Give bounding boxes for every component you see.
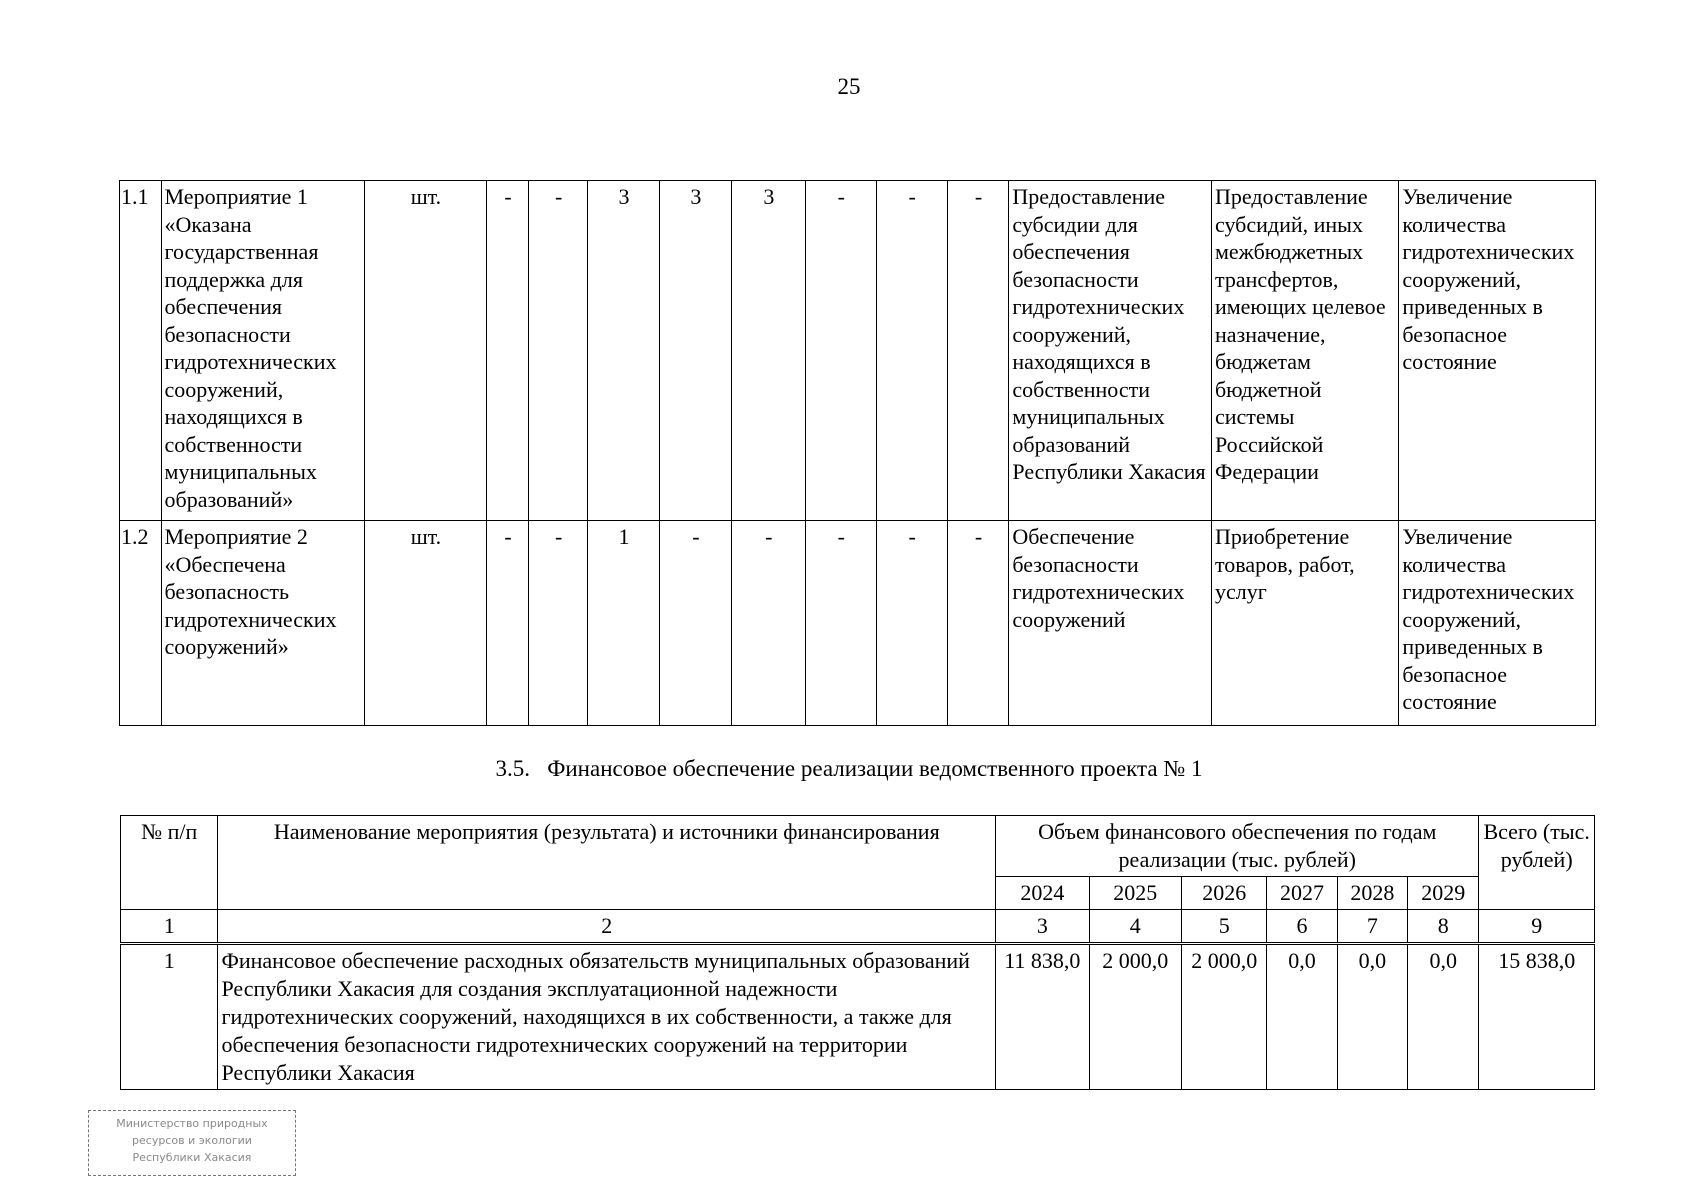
column-number: 5 (1182, 910, 1267, 944)
measure-type: Предоставление субсидий, иных межбюджетных трансфертов, имеющих целевое назначение, бюджетам бюджетной системы Российской Федерации (1211, 181, 1398, 521)
finance-total: 15 838,0 (1479, 944, 1595, 1090)
finance-value: 0,0 (1267, 944, 1337, 1090)
year-header: 2026 (1182, 877, 1267, 910)
finance-value: 2 000,0 (1089, 944, 1181, 1090)
stamp-line: Министерство природных (116, 1117, 268, 1130)
section-title (0, 756, 1698, 782)
column-number: 3 (996, 910, 1089, 944)
value-cell: - (805, 181, 876, 521)
finance-header-row (121, 816, 1595, 877)
finance-value: 11 838,0 (996, 944, 1089, 1090)
measure-type: Приобретение товаров, работ, услуг (1211, 521, 1398, 726)
value-cell: 3 (588, 181, 660, 521)
finance-value: 2 000,0 (1182, 944, 1267, 1090)
measure-description: Предоставление субсидии для обеспечения безопасности гидротехнических сооружений, находящихся в собственности муниципальных образований Республики Хакасия (1009, 181, 1212, 521)
stamp-line: Республики Хакасия (132, 1151, 252, 1164)
year-header: 2025 (1089, 877, 1181, 910)
column-number: 7 (1337, 910, 1407, 944)
year-header: 2024 (996, 877, 1089, 910)
value-cell: - (529, 521, 588, 726)
unit-cell: шт. (365, 181, 487, 521)
registration-stamp (88, 1110, 296, 1176)
value-cell: 1 (588, 521, 660, 726)
finance-row-num: 1 (121, 944, 218, 1090)
year-header: 2027 (1267, 877, 1337, 910)
year-header: 2028 (1337, 877, 1407, 910)
measures-row (120, 181, 1596, 521)
value-cell: - (486, 181, 529, 521)
value-cell: - (659, 521, 731, 726)
column-number: 4 (1089, 910, 1181, 944)
measure-name: Мероприятие 2 «Обеспечена безопасность гидротехнических сооружений» (161, 521, 365, 726)
row-id: 1.2 (120, 521, 162, 726)
value-cell: - (947, 521, 1009, 726)
section-heading: Финансовое обеспечение реализации ведомственного проекта № 1 (547, 756, 1203, 781)
unit-cell: шт. (365, 521, 487, 726)
header-name: Наименование мероприятия (результата) и источники финансирования (218, 816, 996, 910)
header-total: Всего (тыс. рублей) (1479, 816, 1595, 910)
value-cell: 3 (731, 181, 805, 521)
column-number: 1 (121, 910, 218, 944)
measures-table (119, 180, 1596, 726)
value-cell: - (529, 181, 588, 521)
finance-value: 0,0 (1337, 944, 1407, 1090)
finance-row (121, 944, 1595, 1090)
finance-value: 0,0 (1408, 944, 1479, 1090)
value-cell: - (876, 521, 947, 726)
column-number: 8 (1408, 910, 1479, 944)
value-cell: 3 (659, 181, 731, 521)
section-number: 3.5. (495, 756, 530, 781)
stamp-line: ресурсов и экологии (132, 1134, 252, 1147)
header-num: № п/п (121, 816, 218, 910)
value-cell: - (805, 521, 876, 726)
column-number: 6 (1267, 910, 1337, 944)
row-id: 1.1 (120, 181, 162, 521)
value-cell: - (486, 521, 529, 726)
finance-table (120, 815, 1595, 1090)
column-number: 9 (1479, 910, 1595, 944)
value-cell: - (731, 521, 805, 726)
measures-row (120, 521, 1596, 726)
measure-result: Увеличение количества гидротехнических сооружений, приведенных в безопасное состояние (1399, 181, 1596, 521)
year-header: 2029 (1408, 877, 1479, 910)
finance-row-name: Финансовое обеспечение расходных обязательств муниципальных образований Республики Хакасия для создания эксплуатационной надежности гидротехнических сооружений, находящихся в их собственности, а также для обеспечения безопасности гидротехнических сооружений на территории Республики Хакасия (218, 944, 996, 1090)
measure-description: Обеспечение безопасности гидротехнических сооружений (1009, 521, 1212, 726)
column-number-row (121, 910, 1595, 944)
column-number: 2 (218, 910, 996, 944)
measure-result: Увеличение количества гидротехнических сооружений, приведенных в безопасное состояние (1399, 521, 1596, 726)
page-number: 25 (837, 74, 861, 99)
value-cell: - (947, 181, 1009, 521)
value-cell: - (876, 181, 947, 521)
header-volume: Объем финансового обеспечения по годам реализации (тыс. рублей) (996, 816, 1479, 877)
measure-name: Мероприятие 1 «Оказана государственная поддержка для обеспечения безопасности гидротехнических сооружений, находящихся в собственности муниципальных образований» (161, 181, 365, 521)
